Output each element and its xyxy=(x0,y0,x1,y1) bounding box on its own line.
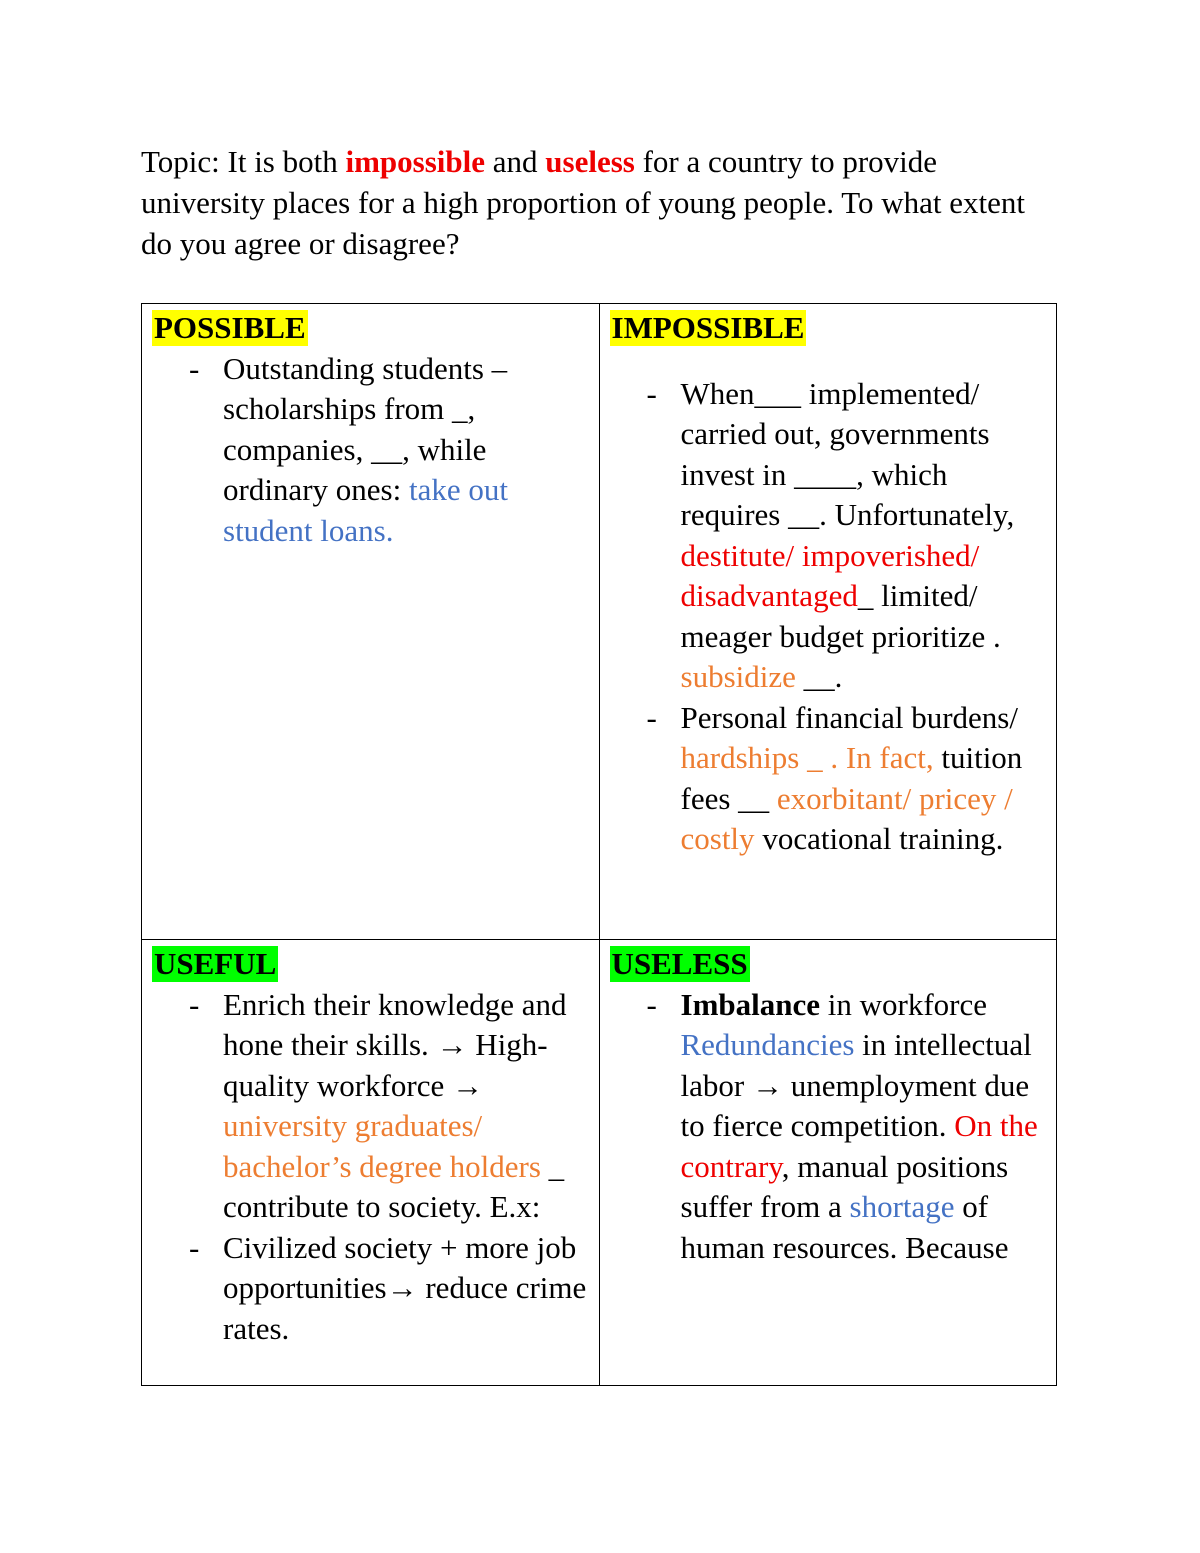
useful-item2-text: Civilized society + more job opportunities xyxy=(223,1229,577,1305)
useful-item1-text4: _ contribute to society. E.x: xyxy=(223,1148,565,1224)
arrow-right-icon: → xyxy=(436,1027,468,1062)
table-row-top xyxy=(142,304,1057,940)
list-item xyxy=(610,374,1047,698)
list-impossible xyxy=(610,374,1047,860)
useless-item1-blue1: Redundancies xyxy=(680,1027,855,1062)
useful-item1-orange: university graduates/ bachelor’s degree holders xyxy=(223,1108,541,1184)
impossible-item2-orange1: hardships _ . In fact, xyxy=(680,740,934,775)
useless-item1-bold: Imbalance xyxy=(680,986,820,1022)
list-useful xyxy=(152,985,589,1350)
list-item xyxy=(152,1228,589,1350)
list-useless xyxy=(610,985,1047,1269)
list-item xyxy=(152,349,589,552)
list-item xyxy=(610,698,1047,860)
arrow-right-icon: → xyxy=(386,1270,418,1305)
possible-item1-text: Outstanding students – scholarships from _, companies, __, while ordinary ones: xyxy=(223,350,508,507)
impossible-item1-text: When___ implemented/ carried out, governments invest in ____, which requires __. Unfortunately, xyxy=(680,375,1015,532)
possible-item1-blue: take out student loans. xyxy=(223,472,508,548)
cell-impossible xyxy=(599,304,1057,940)
list-possible xyxy=(152,349,589,552)
topic-text-3: for a country to provide university places for a high proportion of young people. To what extent do you agree or disagree? xyxy=(141,144,1025,261)
useless-item1-text3: unemployment due to fierce competition. xyxy=(680,1067,1030,1143)
topic-text-2: and xyxy=(485,144,546,179)
useless-item1-text4: , manual positions suffer from a xyxy=(680,1148,1009,1224)
impossible-item2-text: Personal financial burdens/ xyxy=(680,699,1018,735)
topic-keyword-useless: useless xyxy=(545,144,635,179)
useless-item1-text2: in intellectual labor xyxy=(680,1027,1032,1103)
impossible-item1-text3: __. xyxy=(795,659,843,694)
useful-item2-text2: reduce crime rates. xyxy=(223,1270,587,1346)
topic-paragraph xyxy=(141,141,1061,264)
list-item xyxy=(152,985,589,1228)
header-useful: USEFUL xyxy=(154,946,277,981)
useless-item1-text5: of human resources. Because xyxy=(680,1189,1009,1265)
useful-item1-text2: High- quality workforce xyxy=(223,1027,548,1103)
impossible-item1-orange: subsidize xyxy=(680,659,796,694)
impossible-item2-text3: vocational training. xyxy=(754,821,1004,856)
spacer xyxy=(610,349,1047,374)
arrow-right-icon: → xyxy=(451,1067,483,1103)
header-possible: POSSIBLE xyxy=(154,310,306,345)
useless-item1-blue2: shortage xyxy=(849,1189,955,1224)
topic-text-1: Topic: It is both xyxy=(141,144,346,179)
impossible-item1-red: destitute/ impoverished/ disadvantaged xyxy=(680,537,980,613)
table-row-bottom xyxy=(142,940,1057,1386)
useless-item1-red: On the contrary xyxy=(680,1108,1038,1184)
arrow-right-icon: → xyxy=(751,1067,783,1103)
header-useless: USELESS xyxy=(611,946,748,981)
argument-table xyxy=(141,303,1057,1386)
useful-item1-text: Enrich their knowledge and hone their skills. xyxy=(223,986,567,1062)
cell-useful xyxy=(142,940,600,1386)
cell-possible xyxy=(142,304,600,940)
useless-item1-text: in workforce xyxy=(820,986,987,1022)
cell-useless xyxy=(599,940,1057,1386)
list-item xyxy=(610,985,1047,1269)
topic-keyword-impossible: impossible xyxy=(345,144,486,179)
impossible-item1-text2: _ limited/ meager budget prioritize . xyxy=(680,578,1001,654)
impossible-item2-orange2: exorbitant/ pricey / costly xyxy=(680,780,1013,856)
header-impossible: IMPOSSIBLE xyxy=(611,310,805,345)
impossible-item2-text2: tuition fees __ xyxy=(680,740,1023,816)
